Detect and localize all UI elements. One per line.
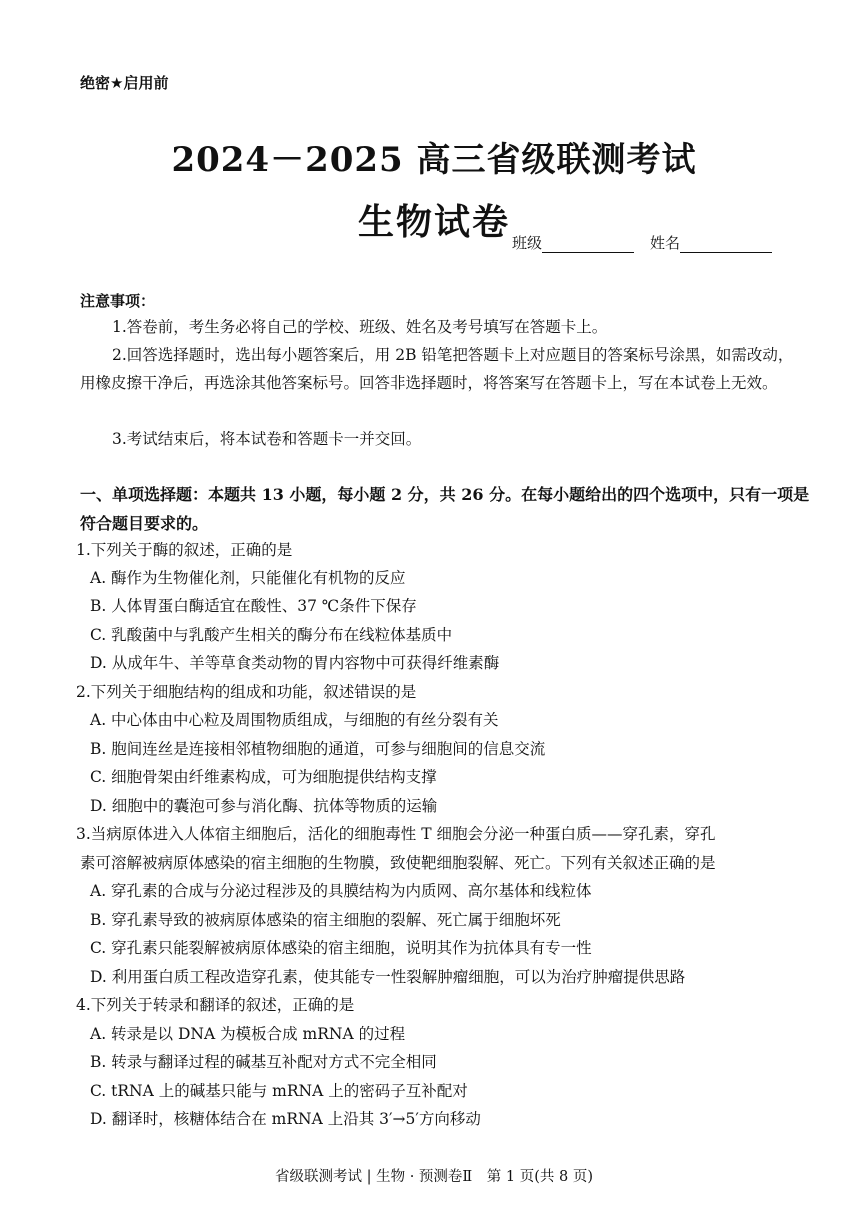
exam-subtitle: 生物试卷: [357, 201, 510, 243]
exam-title: 2024－2025 高三省级联测考试: [171, 140, 697, 180]
question-1-stem: 1.下列关于酶的叙述，正确的是: [76, 541, 293, 559]
question-4-stem: 4.下列关于转录和翻译的叙述，正确的是: [76, 996, 355, 1014]
notice-item-3: 3.考试结束后，将本试卷和答题卡一并交回。: [112, 430, 422, 448]
question-2-option-b: B. 胞间连丝是连接相邻植物细胞的通道，可参与细胞间的信息交流: [90, 740, 546, 758]
student-info-fields: [512, 232, 772, 253]
section-title: [80, 480, 810, 538]
question-3-option-c: C. 穿孔素只能裂解被病原体感染的宿主细胞，说明其作为抗体具有专一性: [90, 939, 592, 957]
question-4-option-b: B. 转录与翻译过程的碱基互补配对方式不完全相同: [90, 1053, 437, 1071]
page-footer: 省级联测考试 | 生物 · 预测卷Ⅱ 第 1 页(共 8 页): [275, 1169, 593, 1185]
question-3-option-a: A. 穿孔素的合成与分泌过程涉及的具膜结构为内质网、高尔基体和线粒体: [90, 882, 592, 900]
question-1-option-a: A. 酶作为生物催化剂，只能催化有机物的反应: [90, 569, 406, 587]
notice-item-2: 2.回答选择题时，选出每小题答案后，用 2B 铅笔把答题卡上对应题目的答案标号涂黑，如需改动，用橡皮擦干净后，再选涂其他答案标号。回答非选择题时，将答案写在答题卡上，写在本试卷上无效。: [80, 346, 794, 392]
name-blank[interactable]: [680, 236, 772, 253]
class-label: 班级: [512, 234, 543, 252]
section-title-text: 一、单项选择题：本题共 13 小题，每小题 2 分，共 26 分。在每小题给出的四个选项中，只有一项是符合题目要求的。: [80, 485, 810, 533]
question-3-stem-line-1: 3.当病原体进入人体宿主细胞后，活化的细胞毒性 T 细胞会分泌一种蛋白质——穿孔素，穿孔: [76, 825, 716, 843]
question-3-option-d: D. 利用蛋白质工程改造穿孔素，使其能专一性裂解肿瘤细胞，可以为治疗肿瘤提供思路: [90, 968, 686, 986]
name-label: 姓名: [650, 234, 681, 252]
class-blank[interactable]: [542, 236, 634, 253]
question-2-option-d: D. 细胞中的囊泡可参与消化酶、抗体等物质的运输: [90, 797, 438, 815]
question-3-option-b: B. 穿孔素导致的被病原体感染的宿主细胞的裂解、死亡属于细胞坏死: [90, 911, 561, 929]
question-1-option-b: B. 人体胃蛋白酶适宜在酸性、37 ℃条件下保存: [90, 597, 417, 615]
notice-item-1: 1.答卷前，考生务必将自己的学校、班级、姓名及考号填写在答题卡上。: [112, 318, 608, 336]
question-1-option-d: D. 从成年牛、羊等草食类动物的胃内容物中可获得纤维素酶: [90, 654, 500, 672]
question-4-option-a: A. 转录是以 DNA 为模板合成 mRNA 的过程: [90, 1025, 406, 1043]
confidential-mark: 绝密★启用前: [80, 74, 169, 92]
question-2-option-a: A. 中心体由中心粒及周围物质组成，与细胞的有丝分裂有关: [90, 711, 499, 729]
question-1-option-c: C. 乳酸菌中与乳酸产生相关的酶分布在线粒体基质中: [90, 626, 453, 644]
question-4-option-d: D. 翻译时，核糖体结合在 mRNA 上沿其 3′→5′方向移动: [90, 1110, 481, 1128]
question-3-stem-line-2: 素可溶解被病原体感染的宿主细胞的生物膜，致使靶细胞裂解、死亡。下列有关叙述正确的是: [80, 854, 716, 872]
question-4-option-c: C. tRNA 上的碱基只能与 mRNA 上的密码子互补配对: [90, 1082, 468, 1100]
question-2-stem: 2.下列关于细胞结构的组成和功能，叙述错误的是: [76, 683, 417, 701]
notice-heading: 注意事项：: [80, 292, 156, 310]
question-2-option-c: C. 细胞骨架由纤维素构成，可为细胞提供结构支撑: [90, 768, 437, 786]
